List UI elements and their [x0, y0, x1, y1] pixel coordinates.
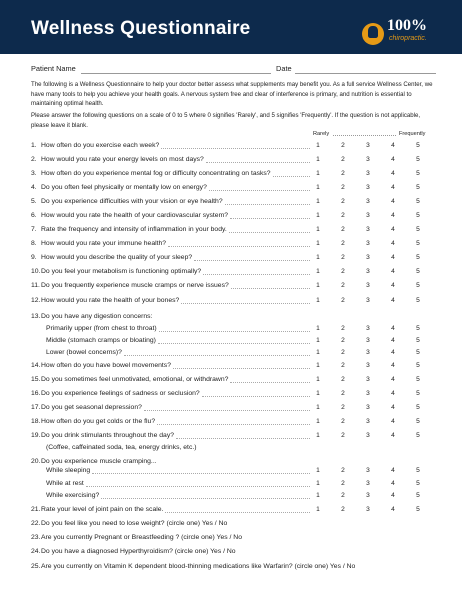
- scale-option-3[interactable]: 3: [366, 390, 370, 397]
- question-row: [31, 226, 227, 233]
- scale-option-2[interactable]: 2: [341, 226, 345, 233]
- scale-option-1[interactable]: 1: [316, 349, 320, 356]
- scale-option-3[interactable]: 3: [366, 325, 370, 332]
- question-row: [31, 376, 228, 383]
- question-text: While at rest: [46, 480, 84, 487]
- leader-dots: [124, 355, 310, 356]
- scale-option-5[interactable]: 5: [416, 467, 420, 474]
- scale-option-2[interactable]: 2: [341, 480, 345, 487]
- scale-option-1[interactable]: 1: [316, 390, 320, 397]
- scale-option-2[interactable]: 2: [341, 184, 345, 191]
- question-number: 24.: [31, 548, 41, 555]
- scale-option-4[interactable]: 4: [391, 418, 395, 425]
- question-row: [31, 548, 236, 555]
- scale-option-5[interactable]: 5: [416, 184, 420, 191]
- scale-option-1[interactable]: 1: [316, 170, 320, 177]
- question-number: 22.: [31, 520, 41, 527]
- question-text: Are you currently on Vitamin K dependent blood-thinning medications like Warfarin? (circle one) Yes / No: [41, 563, 356, 570]
- question-row: [31, 432, 174, 439]
- scale-option-3[interactable]: 3: [366, 506, 370, 513]
- scale-option-4[interactable]: 4: [391, 142, 395, 149]
- instructions-paragraph: Please answer the following questions on a scale of 0 to 5 where 0 signifies 'Rarely', and 5 signifies 'Frequently'. If the question is not applicable, please leave it blank.: [31, 112, 421, 129]
- question-row: [31, 506, 163, 513]
- question-row: [31, 170, 271, 177]
- question-number: 7.: [31, 226, 37, 233]
- leader-dots: [231, 288, 310, 289]
- question-text: Rate your level of joint pain on the scale.: [41, 506, 164, 513]
- question-row: [31, 297, 179, 304]
- date-field[interactable]: [295, 73, 436, 74]
- leader-dots: [203, 274, 310, 275]
- scale-option-1[interactable]: 1: [316, 142, 320, 149]
- leader-dots: [161, 148, 310, 149]
- scale-option-4[interactable]: 4: [391, 325, 395, 332]
- scale-option-3[interactable]: 3: [366, 404, 370, 411]
- scale-option-2[interactable]: 2: [341, 349, 345, 356]
- scale-option-5[interactable]: 5: [416, 170, 420, 177]
- leader-dots: [92, 473, 310, 474]
- question-text: How often do you exercise each week?: [41, 142, 160, 149]
- scale-option-2[interactable]: 2: [341, 254, 345, 261]
- scale-option-3[interactable]: 3: [366, 212, 370, 219]
- question-row: [31, 184, 207, 191]
- question-text: Do you get seasonal depression?: [41, 404, 142, 411]
- scale-option-4[interactable]: 4: [391, 156, 395, 163]
- scale-option-5[interactable]: 5: [416, 349, 420, 356]
- scale-option-1[interactable]: 1: [316, 480, 320, 487]
- question-row: [31, 534, 242, 541]
- scale-option-5[interactable]: 5: [416, 212, 420, 219]
- scale-option-4[interactable]: 4: [391, 240, 395, 247]
- scale-option-2[interactable]: 2: [341, 142, 345, 149]
- question-text: How often do you experience mental fog or difficulty concentrating on tasks?: [41, 170, 271, 177]
- scale-option-2[interactable]: 2: [341, 467, 345, 474]
- scale-option-3[interactable]: 3: [366, 282, 370, 289]
- question-text: Do you feel like you need to lose weight? (circle one) Yes / No: [41, 520, 228, 527]
- scale-option-4[interactable]: 4: [391, 480, 395, 487]
- leader-dots: [86, 486, 310, 487]
- question-text: How would you rate your immune health?: [41, 240, 167, 247]
- leader-dots: [229, 232, 310, 233]
- logo-subtext: chiropractic.: [389, 35, 427, 42]
- question-number: 6.: [31, 212, 37, 219]
- leader-dots: [173, 368, 310, 369]
- leader-dots: [209, 190, 310, 191]
- question-number: 23.: [31, 534, 41, 541]
- question-text: While exercising?: [46, 492, 100, 499]
- leader-dots: [181, 303, 310, 304]
- question-number: 8.: [31, 240, 37, 247]
- scale-option-1[interactable]: 1: [316, 467, 320, 474]
- question-row: [46, 444, 197, 451]
- question-row: [31, 198, 223, 205]
- question-text: Do you experience difficulties with your vision or eye health?: [41, 198, 223, 205]
- question-row: [46, 467, 90, 474]
- scale-option-5[interactable]: 5: [416, 142, 420, 149]
- intro-paragraph: The following is a Wellness Questionnaire to help your doctor better assess what supplements may benefit you. As a full service Wellness Center, we have many tools to help you achieve your health goals. A nervous system free and clear of interference is primary, and nutrition is essential to maintaining optimal health.: [31, 81, 433, 108]
- question-text: While sleeping: [46, 467, 91, 474]
- scale-option-1[interactable]: 1: [316, 156, 320, 163]
- scale-option-3[interactable]: 3: [366, 349, 370, 356]
- scale-option-4[interactable]: 4: [391, 362, 395, 369]
- page-title: Wellness Questionnaire: [31, 18, 251, 39]
- chiropractic-logo: [362, 17, 432, 50]
- scale-option-1[interactable]: 1: [316, 337, 320, 344]
- scale-option-3[interactable]: 3: [366, 480, 370, 487]
- scale-option-5[interactable]: 5: [416, 362, 420, 369]
- scale-option-2[interactable]: 2: [341, 506, 345, 513]
- scale-option-5[interactable]: 5: [416, 404, 420, 411]
- scale-option-4[interactable]: 4: [391, 376, 395, 383]
- question-row: [31, 313, 152, 320]
- question-text: How would you rate your energy levels on most days?: [41, 156, 204, 163]
- scale-option-5[interactable]: 5: [416, 268, 420, 275]
- question-number: 2.: [31, 156, 37, 163]
- header-bar: [0, 0, 462, 54]
- leader-dots: [101, 498, 310, 499]
- question-row: [31, 390, 200, 397]
- question-row: [46, 480, 84, 487]
- question-text: Do you sometimes feel unmotivated, emotional, or withdrawn?: [41, 376, 229, 383]
- scale-option-3[interactable]: 3: [366, 467, 370, 474]
- scale-option-2[interactable]: 2: [341, 240, 345, 247]
- scale-option-4[interactable]: 4: [391, 337, 395, 344]
- question-number: 15.: [31, 376, 41, 383]
- question-row: [31, 520, 227, 527]
- scale-option-5[interactable]: 5: [416, 337, 420, 344]
- question-text: Do you often feel physically or mentally low on energy?: [41, 184, 207, 191]
- scale-option-3[interactable]: 3: [366, 337, 370, 344]
- scale-option-3[interactable]: 3: [366, 418, 370, 425]
- scale-option-3[interactable]: 3: [366, 432, 370, 439]
- question-row: [31, 240, 166, 247]
- question-row: [46, 349, 122, 356]
- scale-option-1[interactable]: 1: [316, 418, 320, 425]
- scale-option-5[interactable]: 5: [416, 418, 420, 425]
- scale-option-1[interactable]: 1: [316, 198, 320, 205]
- question-row: [31, 156, 204, 163]
- leader-dots: [230, 382, 310, 383]
- scale-option-5[interactable]: 5: [416, 325, 420, 332]
- question-number: 13.: [31, 313, 41, 320]
- scale-option-3[interactable]: 3: [366, 376, 370, 383]
- scale-option-1[interactable]: 1: [316, 268, 320, 275]
- scale-option-4[interactable]: 4: [391, 349, 395, 356]
- scale-option-3[interactable]: 3: [366, 226, 370, 233]
- scale-high-label: Frequently: [399, 131, 426, 137]
- leader-dots: [176, 438, 310, 439]
- scale-option-4[interactable]: 4: [391, 492, 395, 499]
- question-number: 18.: [31, 418, 41, 425]
- scale-option-4[interactable]: 4: [391, 467, 395, 474]
- scale-option-2[interactable]: 2: [341, 376, 345, 383]
- question-number: 25.: [31, 563, 41, 570]
- leader-dots: [225, 204, 310, 205]
- scale-option-1[interactable]: 1: [316, 376, 320, 383]
- scale-option-1[interactable]: 1: [316, 282, 320, 289]
- question-number: 17.: [31, 404, 41, 411]
- question-number: 4.: [31, 184, 37, 191]
- question-text: Do you frequently experience muscle cramps or nerve issues?: [41, 282, 229, 289]
- question-text: How often do you get colds or the flu?: [41, 418, 156, 425]
- scale-option-1[interactable]: 1: [316, 506, 320, 513]
- scale-option-2[interactable]: 2: [341, 418, 345, 425]
- scale-option-3[interactable]: 3: [366, 297, 370, 304]
- question-row: [31, 142, 159, 149]
- scale-option-5[interactable]: 5: [416, 297, 420, 304]
- scale-option-1[interactable]: 1: [316, 297, 320, 304]
- question-text: How would you rate the health of your bones?: [41, 297, 180, 304]
- question-number: 14.: [31, 362, 41, 369]
- scale-option-5[interactable]: 5: [416, 156, 420, 163]
- scale-option-4[interactable]: 4: [391, 268, 395, 275]
- leader-dots: [157, 424, 310, 425]
- scale-option-3[interactable]: 3: [366, 240, 370, 247]
- question-number: 10.: [31, 268, 41, 275]
- scale-option-5[interactable]: 5: [416, 198, 420, 205]
- scale-option-2[interactable]: 2: [341, 432, 345, 439]
- leader-dots: [194, 260, 310, 261]
- scale-divider: [333, 135, 396, 136]
- scale-option-2[interactable]: 2: [341, 156, 345, 163]
- scale-option-4[interactable]: 4: [391, 432, 395, 439]
- scale-option-2[interactable]: 2: [341, 212, 345, 219]
- scale-option-2[interactable]: 2: [341, 198, 345, 205]
- question-row: [31, 404, 142, 411]
- scale-option-5[interactable]: 5: [416, 376, 420, 383]
- logo-text: 100%: [387, 17, 427, 34]
- question-text: Rate the frequency and intensity of inflammation in your body.: [41, 226, 227, 233]
- question-text: Do you have a diagnosed Hyperthyroidism? (circle one) Yes / No: [41, 548, 236, 555]
- scale-option-1[interactable]: 1: [316, 254, 320, 261]
- scale-option-3[interactable]: 3: [366, 254, 370, 261]
- scale-option-4[interactable]: 4: [391, 212, 395, 219]
- question-text: Do you feel your metabolism is functioning optimally?: [41, 268, 202, 275]
- scale-option-2[interactable]: 2: [341, 282, 345, 289]
- scale-option-1[interactable]: 1: [316, 432, 320, 439]
- question-row: [31, 282, 229, 289]
- question-text: Middle (stomach cramps or bloating): [46, 337, 156, 344]
- scale-option-3[interactable]: 3: [366, 268, 370, 275]
- question-text: Primarily upper (from chest to throat): [46, 325, 157, 332]
- question-text: Do you experience muscle cramping...: [41, 458, 157, 465]
- scale-option-5[interactable]: 5: [416, 390, 420, 397]
- question-row: [31, 254, 192, 261]
- question-row: [31, 458, 157, 465]
- question-number: 11.: [31, 282, 40, 289]
- scale-option-2[interactable]: 2: [341, 362, 345, 369]
- logo-sun-icon: [362, 23, 384, 45]
- scale-option-2[interactable]: 2: [341, 268, 345, 275]
- question-text: Do you experience feelings of sadness or seclusion?: [41, 390, 200, 397]
- scale-option-4[interactable]: 4: [391, 390, 395, 397]
- question-text: (Coffee, caffeinated soda, tea, energy drinks, etc.): [46, 444, 197, 451]
- question-row: [31, 418, 155, 425]
- scale-option-5[interactable]: 5: [416, 226, 420, 233]
- leader-dots: [230, 218, 310, 219]
- question-row: [46, 325, 157, 332]
- leader-dots: [144, 410, 310, 411]
- scale-option-3[interactable]: 3: [366, 170, 370, 177]
- question-number: 19.: [31, 432, 41, 439]
- question-number: 5.: [31, 198, 37, 205]
- scale-option-4[interactable]: 4: [391, 254, 395, 261]
- leader-dots: [202, 396, 310, 397]
- scale-option-3[interactable]: 3: [366, 362, 370, 369]
- scale-option-3[interactable]: 3: [366, 156, 370, 163]
- scale-option-3[interactable]: 3: [366, 492, 370, 499]
- leader-dots: [158, 343, 310, 344]
- leader-dots: [159, 331, 310, 332]
- scale-option-5[interactable]: 5: [416, 432, 420, 439]
- scale-option-2[interactable]: 2: [341, 325, 345, 332]
- scale-option-2[interactable]: 2: [341, 390, 345, 397]
- scale-option-2[interactable]: 2: [341, 170, 345, 177]
- scale-option-2[interactable]: 2: [341, 337, 345, 344]
- scale-option-1[interactable]: 1: [316, 492, 320, 499]
- scale-option-5[interactable]: 5: [416, 480, 420, 487]
- scale-option-4[interactable]: 4: [391, 506, 395, 513]
- scale-option-1[interactable]: 1: [316, 184, 320, 191]
- question-row: [31, 212, 228, 219]
- scale-option-5[interactable]: 5: [416, 254, 420, 261]
- patient-name-label: Patient Name: [31, 64, 76, 73]
- scale-option-1[interactable]: 1: [316, 212, 320, 219]
- scale-option-4[interactable]: 4: [391, 282, 395, 289]
- scale-option-5[interactable]: 5: [416, 492, 420, 499]
- question-text: Do you drink stimulants throughout the day?: [41, 432, 174, 439]
- scale-option-3[interactable]: 3: [366, 198, 370, 205]
- scale-option-4[interactable]: 4: [391, 170, 395, 177]
- question-row: [46, 337, 156, 344]
- question-text: Lower (bowel concerns)?: [46, 349, 122, 356]
- scale-option-2[interactable]: 2: [341, 492, 345, 499]
- question-text: Are you currently Pregnant or Breastfeeding ? (circle one) Yes / No: [41, 534, 242, 541]
- question-number: 20.: [31, 458, 41, 465]
- scale-option-1[interactable]: 1: [316, 362, 320, 369]
- question-row: [31, 362, 171, 369]
- question-text: How would you rate the health of your cardiovascular system?: [41, 212, 229, 219]
- scale-option-5[interactable]: 5: [416, 282, 420, 289]
- date-label: Date: [276, 64, 292, 73]
- question-row: [46, 492, 99, 499]
- scale-option-3[interactable]: 3: [366, 142, 370, 149]
- leader-dots: [273, 176, 310, 177]
- question-number: 12.: [31, 297, 41, 304]
- scale-option-4[interactable]: 4: [391, 184, 395, 191]
- scale-low-label: Rarely: [313, 131, 330, 137]
- question-number: 16.: [31, 390, 41, 397]
- leader-dots: [168, 246, 310, 247]
- scale-option-2[interactable]: 2: [341, 297, 345, 304]
- scale-option-1[interactable]: 1: [316, 226, 320, 233]
- scale-option-1[interactable]: 1: [316, 240, 320, 247]
- scale-option-3[interactable]: 3: [366, 184, 370, 191]
- question-number: 3.: [31, 170, 37, 177]
- question-number: 21.: [31, 506, 41, 513]
- question-text: Do you have any digestion concerns:: [41, 313, 153, 320]
- leader-dots: [206, 162, 310, 163]
- scale-option-1[interactable]: 1: [316, 325, 320, 332]
- question-row: [31, 268, 201, 275]
- question-number: 9.: [31, 254, 37, 261]
- question-number: 1.: [31, 142, 37, 149]
- question-text: How would you describe the quality of your sleep?: [41, 254, 193, 261]
- scale-option-4[interactable]: 4: [391, 198, 395, 205]
- scale-option-5[interactable]: 5: [416, 506, 420, 513]
- scale-option-2[interactable]: 2: [341, 404, 345, 411]
- question-text: How often do you have bowel movements?: [41, 362, 171, 369]
- patient-name-field[interactable]: [81, 73, 271, 74]
- scale-option-4[interactable]: 4: [391, 297, 395, 304]
- question-row: [31, 563, 355, 570]
- scale-option-4[interactable]: 4: [391, 226, 395, 233]
- scale-option-1[interactable]: 1: [316, 404, 320, 411]
- scale-option-5[interactable]: 5: [416, 240, 420, 247]
- scale-option-4[interactable]: 4: [391, 404, 395, 411]
- leader-dots: [165, 512, 310, 513]
